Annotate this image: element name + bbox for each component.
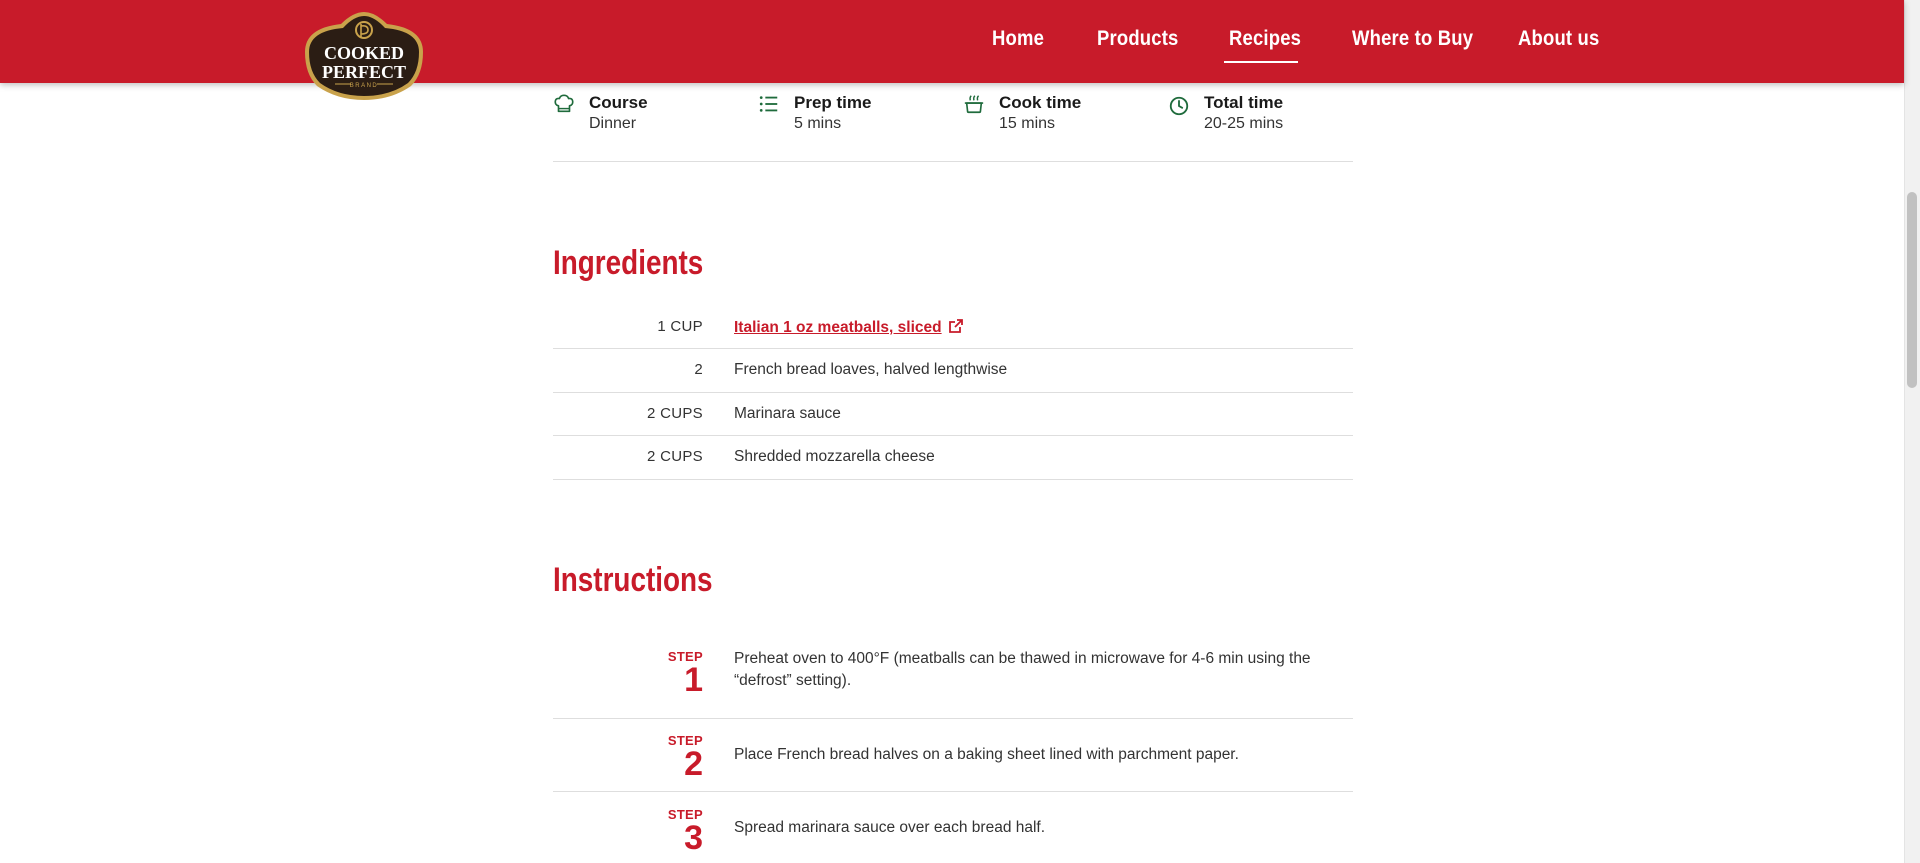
row-divider: [553, 718, 1353, 719]
row-divider: [553, 791, 1353, 792]
step-label: STEP: [667, 807, 703, 822]
logo-text-1: COOKED: [323, 43, 405, 63]
nav-about-us[interactable]: About us: [1518, 27, 1600, 50]
step-label: STEP: [667, 733, 703, 748]
logo-badge: [301, 12, 427, 100]
scrollbar-track[interactable]: [1904, 0, 1920, 863]
meta-cook-label: Cook time: [999, 93, 1082, 112]
row-divider: [553, 479, 1353, 480]
nav-home[interactable]: Home: [992, 27, 1045, 50]
list-icon: [758, 93, 780, 115]
ingredient-qty: 2: [694, 361, 703, 378]
row-divider: [553, 348, 1353, 349]
nav-where-to-buy[interactable]: Where to Buy: [1352, 27, 1474, 50]
ingredient-product-link[interactable]: Italian 1 oz meatballs, sliced: [734, 319, 942, 336]
step-number: 2: [684, 745, 703, 783]
pot-icon: [963, 93, 985, 115]
row-divider: [553, 435, 1353, 436]
step-text: Preheat oven to 400°F (meatballs can be thawed in microwave for 4-6 min using the “defrost” setting).: [734, 650, 1311, 689]
meta-prep-label: Prep time: [794, 93, 872, 112]
ingredient-item: French bread loaves, halved lengthwise: [734, 361, 1008, 378]
step-label: STEP: [667, 649, 703, 664]
ingredient-qty: 2 CUPS: [647, 448, 703, 465]
row-divider: [553, 392, 1353, 393]
chef-hat-icon: [553, 93, 575, 115]
external-link-icon[interactable]: [948, 318, 964, 334]
ingredient-item: Marinara sauce: [734, 405, 841, 422]
ingredient-qty: 2 CUPS: [647, 405, 703, 422]
nav-recipes[interactable]: Recipes: [1229, 27, 1302, 50]
step-text: Place French bread halves on a baking sheet lined with parchment paper.: [734, 746, 1239, 763]
meta-divider: [553, 161, 1353, 162]
ingredients-title: Ingredients: [553, 244, 704, 282]
instructions-title: Instructions: [553, 561, 713, 599]
logo-text-2: PERFECT: [321, 62, 407, 82]
meta-course-value: Dinner: [589, 115, 637, 132]
logo-text-3: BRAND: [349, 83, 379, 89]
ingredient-qty: 1 CUP: [657, 318, 703, 335]
meta-cook-value: 15 mins: [999, 115, 1056, 132]
ingredient-item: Shredded mozzarella cheese: [734, 448, 935, 465]
meta-total-label: Total time: [1204, 93, 1284, 112]
meta-course-label: Course: [589, 93, 648, 112]
scrollbar-thumb[interactable]: [1907, 192, 1917, 388]
nav-active-indicator: [1224, 61, 1298, 63]
clock-icon: [1168, 95, 1190, 117]
nav-products[interactable]: Products: [1097, 27, 1179, 50]
step-number: 3: [684, 819, 703, 857]
ingredient-item: [734, 318, 964, 337]
brand-logo[interactable]: [301, 12, 427, 100]
step-number: 1: [684, 661, 703, 699]
meta-prep-value: 5 mins: [794, 115, 842, 132]
site-header: [0, 0, 1904, 83]
meta-total-value: 20-25 mins: [1204, 115, 1284, 132]
step-text: Spread marinara sauce over each bread half.: [734, 819, 1046, 836]
